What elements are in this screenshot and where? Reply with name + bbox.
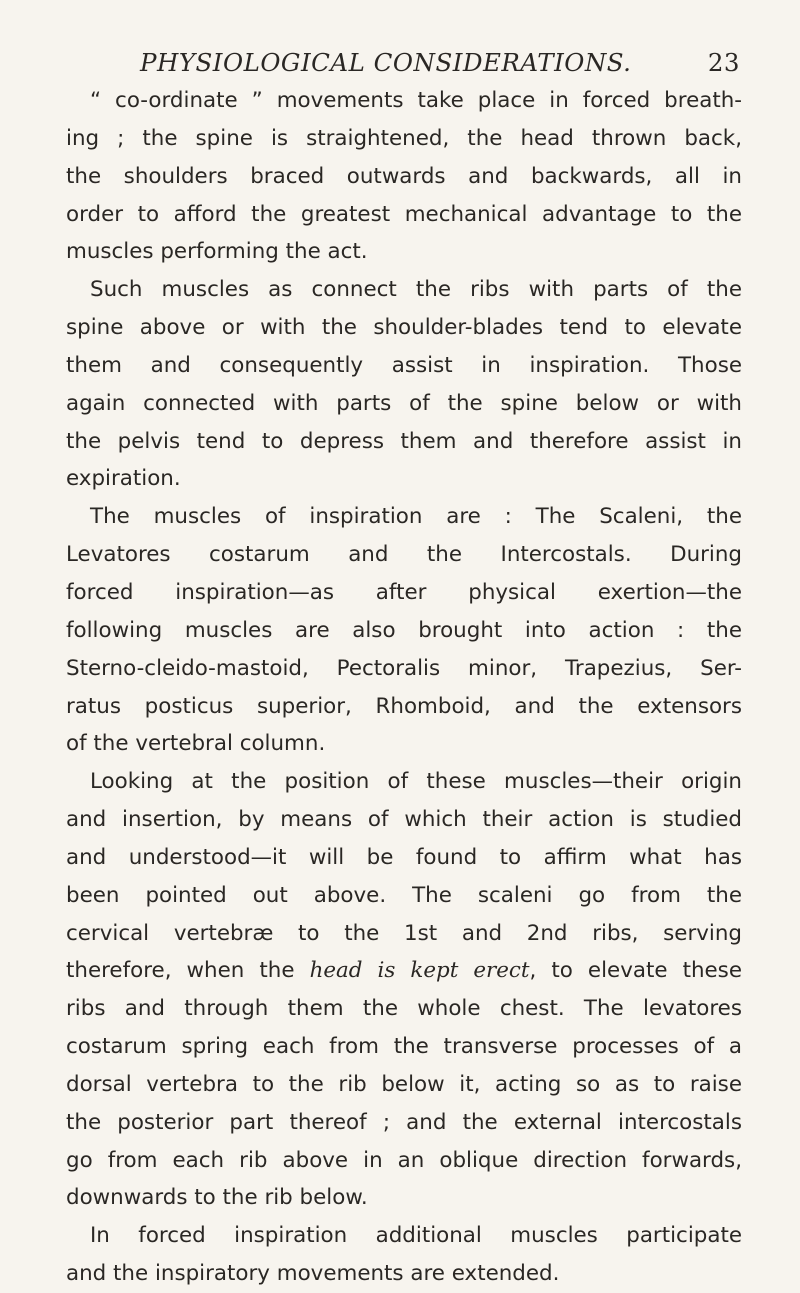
text-line: dorsal vertebra to the rib below it, acting so as to raise — [66, 1071, 742, 1097]
text-line: and insertion, by means of which their action is studied — [66, 807, 742, 833]
text-line: and understood—it will be found to affirm what has — [66, 844, 742, 870]
text-line: Looking at the position of these muscles—their origin — [90, 769, 742, 795]
paragraph — [66, 498, 742, 763]
italic-phrase: head is kept erect — [309, 958, 530, 984]
text-line: spine above or with the shoulder-blades tend to elevate — [66, 315, 742, 341]
text-line: the shoulders braced outwards and backwards, all in — [66, 163, 742, 189]
text-line: forced inspiration—as after physical exertion—the — [66, 579, 742, 605]
text-line: following muscles are also brought into action : the — [66, 617, 742, 643]
running-title: PHYSIOLOGICAL CONSIDERATIONS. — [140, 48, 632, 77]
text-segment: , to elevate these — [529, 958, 742, 984]
text-line: Levatores costarum and the Intercostals. During — [66, 542, 742, 568]
text-line: Sterno-cleido-mastoid, Pectoralis minor, Trapezius, Ser- — [66, 655, 742, 681]
text-line: the pelvis tend to depress them and therefore assist in — [66, 428, 742, 454]
text-line-with-emphasis — [66, 952, 742, 990]
text-line: cervical vertebræ to the 1st and 2nd ribs, serving — [66, 920, 742, 946]
text-line: been pointed out above. The scaleni go from the — [66, 882, 742, 908]
text-line: “ co-ordinate ” movements take place in forced breath- — [90, 88, 742, 113]
text-line: of the vertebral column. — [66, 731, 326, 757]
text-line: ratus posticus superior, Rhomboid, and the extensors — [66, 693, 742, 719]
paragraph — [66, 271, 742, 498]
text-line: ing ; the spine is straightened, the head thrown back, — [66, 125, 742, 151]
text-line: downwards to the rib below. — [66, 1185, 368, 1211]
text-line: muscles performing the act. — [66, 239, 368, 265]
body-text — [66, 82, 742, 1293]
text-line: go from each rib above in an oblique direction forwards, — [66, 1147, 742, 1173]
text-line: In forced inspiration additional muscles participate — [90, 1223, 742, 1249]
text-line: them and consequently assist in inspiration. Those — [66, 352, 742, 378]
paragraph — [66, 1217, 742, 1293]
paragraph — [66, 82, 742, 271]
text-line: expiration. — [66, 466, 181, 492]
text-line: again connected with parts of the spine below or with — [66, 390, 742, 416]
paragraph — [66, 763, 742, 1217]
text-line: The muscles of inspiration are : The Scaleni, the — [90, 504, 742, 530]
text-line: costarum spring each from the transverse processes of a — [66, 1034, 742, 1060]
text-line: Such muscles as connect the ribs with parts of the — [90, 277, 742, 303]
page-number: 23 — [707, 48, 740, 77]
text-line: ribs and through them the whole chest. The levatores — [66, 996, 742, 1022]
text-segment: therefore, when the — [66, 958, 310, 984]
text-line: and the inspiratory movements are extended. — [66, 1261, 560, 1287]
text-line: order to afford the greatest mechanical advantage to the — [66, 201, 742, 227]
text-line: the posterior part thereof ; and the external intercostals — [66, 1109, 742, 1135]
